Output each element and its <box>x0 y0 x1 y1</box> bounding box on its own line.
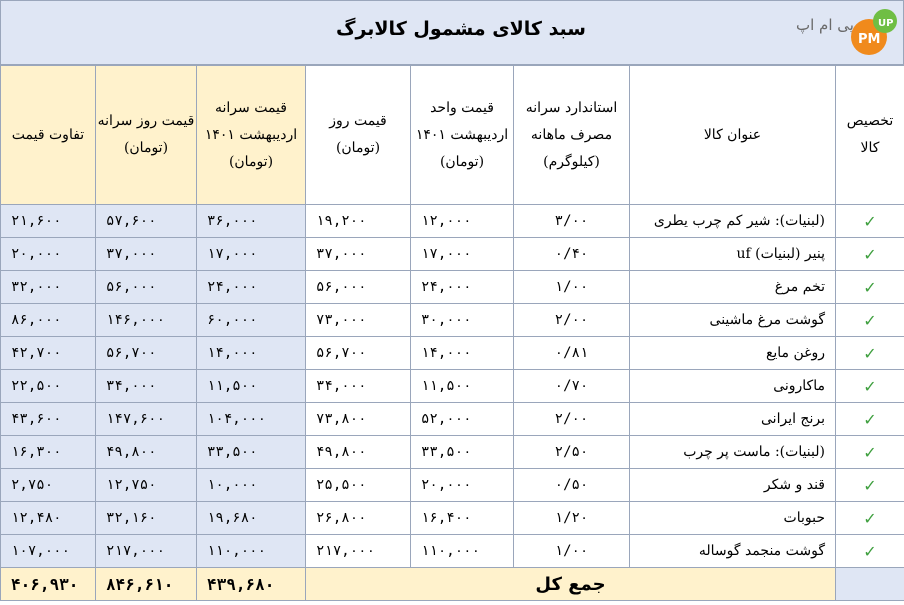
header-allocation: تخصیص کالا <box>836 66 904 205</box>
row-per-capita-1401: ۱۱۰,۰۰۰ <box>197 535 306 568</box>
row-item-name: پنیر (لبنیات) uf <box>630 238 836 271</box>
row-per-capita-today: ۳۴,۰۰۰ <box>96 370 197 403</box>
row-item-name: حبوبات <box>630 502 836 535</box>
row-item-name: (لبنیات): شیر کم چرب یطری <box>630 205 836 238</box>
row-today-price: ۳۴,۰۰۰ <box>306 370 411 403</box>
row-standard: ۰/۴۰ <box>514 238 630 271</box>
row-difference: ۸۶,۰۰۰ <box>1 304 96 337</box>
row-today-price: ۲۶,۸۰۰ <box>306 502 411 535</box>
row-per-capita-1401: ۱۰۴,۰۰۰ <box>197 403 306 436</box>
title-bar <box>0 0 904 65</box>
table-row <box>1 337 904 370</box>
row-unit-price: ۲۴,۰۰۰ <box>411 271 514 304</box>
table-row <box>1 469 904 502</box>
row-today-price: ۵۶,۷۰۰ <box>306 337 411 370</box>
row-difference: ۲,۷۵۰ <box>1 469 96 502</box>
row-per-capita-today: ۴۹,۸۰۰ <box>96 436 197 469</box>
svg-text:UP: UP <box>878 18 894 29</box>
row-unit-price: ۱۶,۴۰۰ <box>411 502 514 535</box>
table-row <box>1 436 904 469</box>
row-difference: ۲۰,۰۰۰ <box>1 238 96 271</box>
check-icon: ✓ <box>836 205 904 238</box>
row-per-capita-today: ۳۲,۱۶۰ <box>96 502 197 535</box>
row-unit-price: ۵۲,۰۰۰ <box>411 403 514 436</box>
row-unit-price: ۳۰,۰۰۰ <box>411 304 514 337</box>
row-item-name: (لبنیات): ماست پر چرب <box>630 436 836 469</box>
row-per-capita-today: ۳۷,۰۰۰ <box>96 238 197 271</box>
row-difference: ۲۲,۵۰۰ <box>1 370 96 403</box>
check-icon: ✓ <box>836 271 904 304</box>
row-today-price: ۲۵,۵۰۰ <box>306 469 411 502</box>
row-per-capita-1401: ۱۷,۰۰۰ <box>197 238 306 271</box>
row-per-capita-today: ۵۶,۷۰۰ <box>96 337 197 370</box>
row-difference: ۲۱,۶۰۰ <box>1 205 96 238</box>
row-per-capita-today: ۱۴۶,۰۰۰ <box>96 304 197 337</box>
row-item-name: قند و شکر <box>630 469 836 502</box>
row-unit-price: ۳۳,۵۰۰ <box>411 436 514 469</box>
row-unit-price: ۱۷,۰۰۰ <box>411 238 514 271</box>
row-item-name: روغن مایع <box>630 337 836 370</box>
header-per-capita-today: قیمت روز سرانه (تومان) <box>96 66 197 205</box>
header-per-capita-1401: قیمت سرانه اردیبهشت ۱۴۰۱ (تومان) <box>197 66 306 205</box>
row-item-name: گوشت منجمد گوساله <box>630 535 836 568</box>
table-row <box>1 403 904 436</box>
logo-wordmark: پی ام اپ <box>796 16 854 34</box>
check-icon: ✓ <box>836 337 904 370</box>
row-today-price: ۴۹,۸۰۰ <box>306 436 411 469</box>
row-unit-price: ۱۲,۰۰۰ <box>411 205 514 238</box>
row-standard: ۰/۷۰ <box>514 370 630 403</box>
row-per-capita-today: ۲۱۷,۰۰۰ <box>96 535 197 568</box>
row-per-capita-today: ۵۶,۰۰۰ <box>96 271 197 304</box>
row-unit-price: ۱۴,۰۰۰ <box>411 337 514 370</box>
row-item-name: ماکارونی <box>630 370 836 403</box>
header-today-price: قیمت روز (تومان) <box>306 66 411 205</box>
row-per-capita-1401: ۱۹,۶۸۰ <box>197 502 306 535</box>
table-row <box>1 271 904 304</box>
pmup-logo-icon <box>849 7 897 57</box>
totals-blank-allocation <box>836 568 904 601</box>
totals-difference: ۴۰۶,۹۳۰ <box>1 568 96 601</box>
row-today-price: ۳۷,۰۰۰ <box>306 238 411 271</box>
header-unit-price: قیمت واحد اردیبهشت ۱۴۰۱ (تومان) <box>411 66 514 205</box>
row-per-capita-1401: ۳۶,۰۰۰ <box>197 205 306 238</box>
header-row <box>1 66 904 205</box>
row-unit-price: ۱۱۰,۰۰۰ <box>411 535 514 568</box>
row-difference: ۴۲,۷۰۰ <box>1 337 96 370</box>
table-row <box>1 502 904 535</box>
header-standard: استاندارد سرانه مصرف ماهانه (کیلوگرم) <box>514 66 630 205</box>
totals-row <box>1 568 904 601</box>
table-row <box>1 370 904 403</box>
row-per-capita-1401: ۱۴,۰۰۰ <box>197 337 306 370</box>
check-icon: ✓ <box>836 469 904 502</box>
check-icon: ✓ <box>836 436 904 469</box>
check-icon: ✓ <box>836 370 904 403</box>
check-icon: ✓ <box>836 403 904 436</box>
row-per-capita-1401: ۲۴,۰۰۰ <box>197 271 306 304</box>
row-difference: ۱۰۷,۰۰۰ <box>1 535 96 568</box>
table-row <box>1 238 904 271</box>
svg-text:PM: PM <box>858 32 881 47</box>
row-standard: ۲/۰۰ <box>514 403 630 436</box>
totals-per-capita-today: ۸۴۶,۶۱۰ <box>96 568 197 601</box>
check-icon: ✓ <box>836 238 904 271</box>
row-today-price: ۲۱۷,۰۰۰ <box>306 535 411 568</box>
check-icon: ✓ <box>836 304 904 337</box>
table-row <box>1 304 904 337</box>
totals-per-capita-1401: ۴۳۹,۶۸۰ <box>197 568 306 601</box>
row-unit-price: ۲۰,۰۰۰ <box>411 469 514 502</box>
row-standard: ۳/۰۰ <box>514 205 630 238</box>
row-standard: ۲/۵۰ <box>514 436 630 469</box>
row-item-name: گوشت مرغ ماشینی <box>630 304 836 337</box>
row-standard: ۰/۸۱ <box>514 337 630 370</box>
row-per-capita-today: ۵۷,۶۰۰ <box>96 205 197 238</box>
row-difference: ۱۲,۴۸۰ <box>1 502 96 535</box>
row-standard: ۱/۲۰ <box>514 502 630 535</box>
table-row <box>1 535 904 568</box>
row-per-capita-1401: ۶۰,۰۰۰ <box>197 304 306 337</box>
row-difference: ۳۲,۰۰۰ <box>1 271 96 304</box>
row-item-name: تخم مرغ <box>630 271 836 304</box>
table-row <box>1 205 904 238</box>
row-per-capita-today: ۱۴۷,۶۰۰ <box>96 403 197 436</box>
row-per-capita-1401: ۱۱,۵۰۰ <box>197 370 306 403</box>
row-today-price: ۱۹,۲۰۰ <box>306 205 411 238</box>
row-today-price: ۵۶,۰۰۰ <box>306 271 411 304</box>
row-standard: ۰/۵۰ <box>514 469 630 502</box>
row-unit-price: ۱۱,۵۰۰ <box>411 370 514 403</box>
row-difference: ۱۶,۳۰۰ <box>1 436 96 469</box>
page-title: سبد کالای مشمول کالابرگ <box>336 18 586 40</box>
row-standard: ۲/۰۰ <box>514 304 630 337</box>
row-per-capita-today: ۱۲,۷۵۰ <box>96 469 197 502</box>
basket-table <box>0 65 904 601</box>
totals-label: جمع کل <box>306 568 836 601</box>
header-difference: تفاوت قیمت <box>1 66 96 205</box>
row-today-price: ۷۳,۰۰۰ <box>306 304 411 337</box>
row-standard: ۱/۰۰ <box>514 271 630 304</box>
row-item-name: برنج ایرانی <box>630 403 836 436</box>
row-per-capita-1401: ۳۳,۵۰۰ <box>197 436 306 469</box>
check-icon: ✓ <box>836 502 904 535</box>
header-item: عنوان کالا <box>630 66 836 205</box>
row-per-capita-1401: ۱۰,۰۰۰ <box>197 469 306 502</box>
check-icon: ✓ <box>836 535 904 568</box>
row-difference: ۴۳,۶۰۰ <box>1 403 96 436</box>
row-today-price: ۷۳,۸۰۰ <box>306 403 411 436</box>
row-standard: ۱/۰۰ <box>514 535 630 568</box>
